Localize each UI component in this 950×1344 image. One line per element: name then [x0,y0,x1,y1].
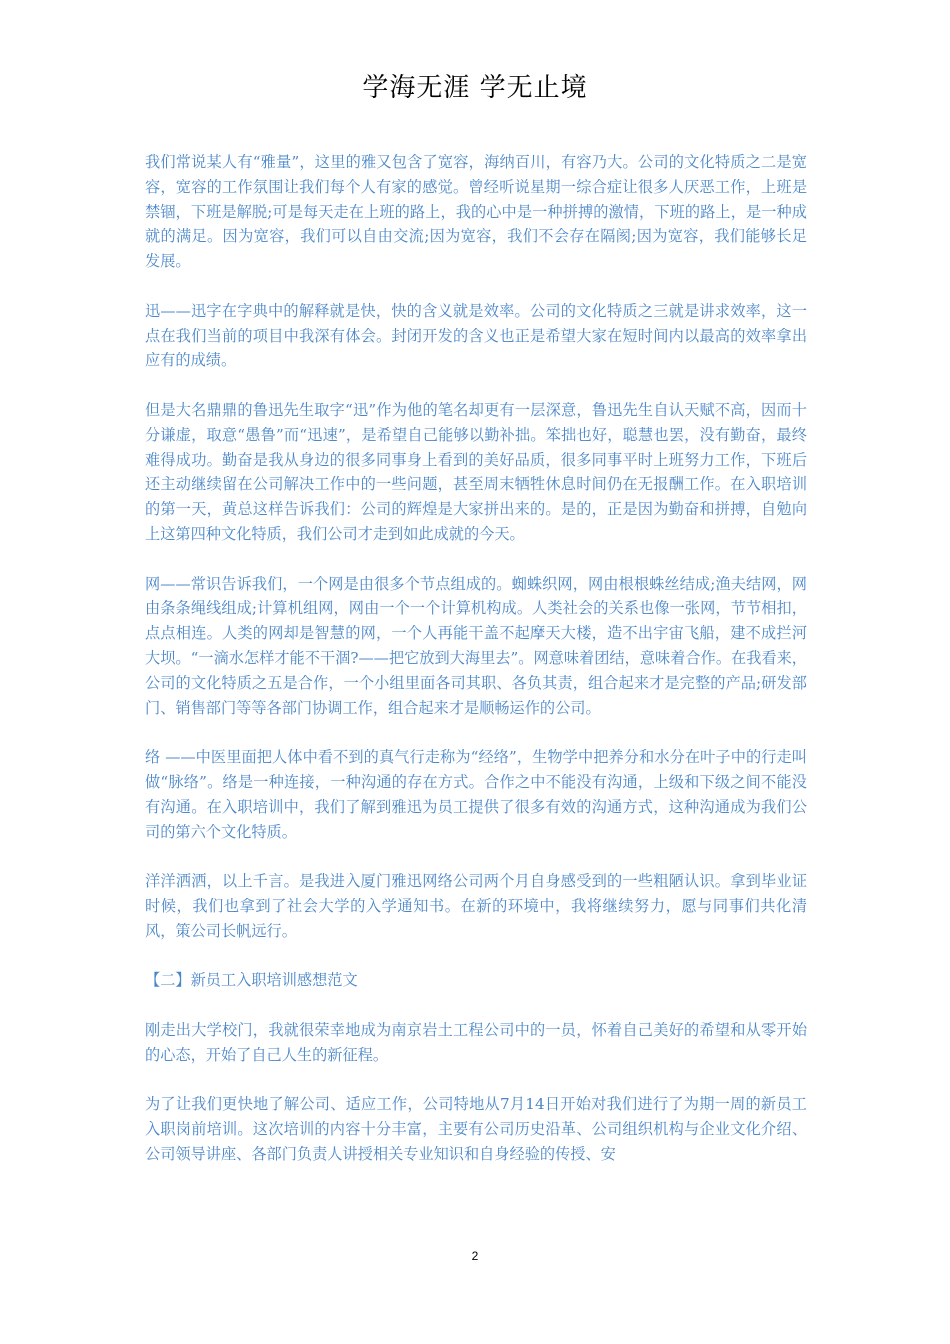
paragraph-efficiency: 迅——迅字在字典中的解释就是快，快的含义就是效率。公司的文化特质之三就是讲求效率，这一点在我们当前的项目中我深有体会。封闭开发的含义也正是希望大家在短时间内以最高的效率拿出应有的成绩。 [145,301,807,370]
document-body [145,150,807,1191]
paragraph-training: 为了让我们更快地了解公司、适应工作，公司特地从7月14日开始对我们进行了为期一周的新员工入职岗前培训。这次培训的内容十分丰富，主要有公司历史沿革、公司组织机构与企业文化介绍、公司领导讲座、各部门负责人讲授相关专业知识和自身经验的传授、安 [145,1095,807,1163]
paragraph-diligence: 但是大名鼎鼎的鲁迅先生取字“迅”作为他的笔名却更有一层深意，鲁迅先生自认天赋不高，因而十分谦虚，取意“愚鲁”而“迅速”，是希望自己能够以勤补拙。笨拙也好，聪慧也罢，没有勤奋，最终难得成功。勤奋是我从身边的很多同事身上看到的美好品质，很多同事平时上班努力工作，下班后还主动继续留在公司解决工作中的一些问题，甚至周末牺牲休息时间仍在无报酬工作。在入职培训的第一天，黄总这样告诉我们：公司的辉煌是大家拼出来的。是的，正是因为勤奋和拼搏，自勉向上这第四种文化特质，我们公司才走到如此成就的今天。 [145,400,807,543]
paragraph-communication: 络 ——中医里面把人体中看不到的真气行走称为“经络”，生物学中把养分和水分在叶子中的行走叫做“脉络”。络是一种连接，一种沟通的存在方式。合作之中不能没有沟通，上级和下级之间不能没有沟通。在入职培训中，我们了解到雅迅为员工提供了很多有效的沟通方式，这种沟通成为我们公司的第六个文化特质。 [145,748,807,841]
paragraph-tolerance: 我们常说某人有“雅量”，这里的雅又包含了宽容，海纳百川，有容乃大。公司的文化特质之二是宽容，宽容的工作氛围让我们每个人有家的感觉。曾经听说星期一综合症让很多人厌恶工作，上班是禁锢，下班是解脱;可是每天走在上班的路上，我的心中是一种拼搏的激情，下班的路上，是一种成就的满足。因为宽容，我们可以自由交流;因为宽容，我们不会存在隔阂;因为宽容，我们能够长足发展。 [145,153,807,271]
section-heading: 【二】新员工入职培训感想范文 [145,971,358,990]
page-header-title: 学海无涯 学无止境 [362,73,588,103]
paragraph-new-start: 刚走出大学校门，我就很荣幸地成为南京岩土工程公司中的一员，怀着自己美好的希望和从零开始的心态，开始了自己人生的新征程。 [145,1020,807,1064]
paragraph-network-cooperation: 网——常识告诉我们，一个网是由很多个节点组成的。蜘蛛织网，网由根根蛛丝结成;渔夫结网，网由条条绳线组成;计算机组网，网由一个一个计算机构成。人类社会的关系也像一张网，节节相扣，点点相连。人类的网却是智慧的网，一个人再能干盖不起摩天大楼，造不出宇宙飞船，建不成拦河大坝。“一滴水怎样才能不干涸?——把它放到大海里去”。网意味着团结，意味着合作。在我看来，公司的文化特质之五是合作，一个小组里面各司其职、各负其责，组合起来才是完整的产品;研发部门、销售部门等等各部门协调工作，组合起来才是顺畅运作的公司。 [145,574,807,717]
paragraph-conclusion: 洋洋洒洒，以上千言。是我进入厦门雅迅网络公司两个月自身感受到的一些粗陋认识。拿到毕业证时候，我们也拿到了社会大学的入学通知书。在新的环境中，我将继续努力，愿与同事们共化清风，策公司长帆远行。 [145,872,807,940]
page-number: 2 [471,1249,479,1263]
